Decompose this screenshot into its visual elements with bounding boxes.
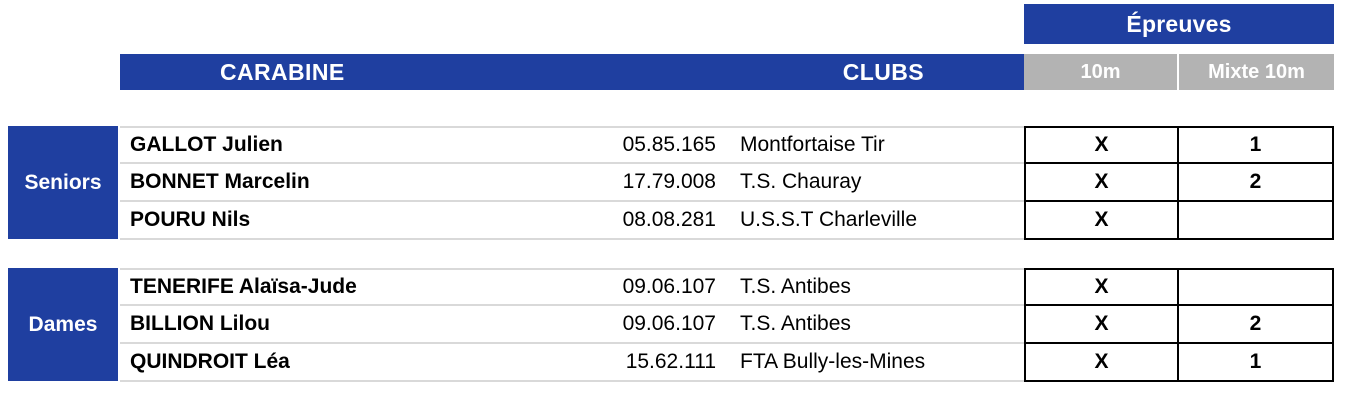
table-row — [120, 126, 1334, 164]
licence-number: 09.06.107 — [440, 268, 730, 306]
licence-number: 05.85.165 — [440, 126, 730, 164]
category-label-seniors — [8, 126, 118, 239]
club-name: U.S.S.T Charleville — [730, 202, 1024, 240]
table-row — [120, 344, 1334, 382]
epreuves-label: Épreuves — [1126, 10, 1232, 37]
category-label-seniors-text: Seniors — [24, 170, 102, 194]
shooter-name: POURU Nils — [120, 202, 440, 240]
column-header-10m — [1024, 54, 1179, 90]
category-label-dames-text: Dames — [28, 312, 98, 336]
event-mixte-10m-cell: 2 — [1179, 306, 1334, 344]
event-10m-cell: X — [1024, 306, 1179, 344]
event-mixte-10m-cell: 1 — [1179, 126, 1334, 164]
discipline-label: CARABINE — [220, 58, 345, 85]
event-10m-cell: X — [1024, 344, 1179, 382]
event-10m-cell: X — [1024, 268, 1179, 306]
licence-number: 17.79.008 — [440, 164, 730, 202]
event-mixte-10m-cell: 1 — [1179, 344, 1334, 382]
discipline-header — [120, 54, 1024, 90]
category-label-dames — [8, 268, 118, 381]
table-row — [120, 268, 1334, 306]
shooter-name: QUINDROIT Léa — [120, 344, 440, 382]
club-name: FTA Bully-les-Mines — [730, 344, 1024, 382]
licence-number: 08.08.281 — [440, 202, 730, 240]
event-10m-cell: X — [1024, 126, 1179, 164]
event-mixte-10m-cell: 2 — [1179, 164, 1334, 202]
shooter-name: BONNET Marcelin — [120, 164, 440, 202]
column-header-mixte-10m-label: Mixte 10m — [1208, 60, 1305, 83]
table-row — [120, 306, 1334, 344]
column-header-10m-label: 10m — [1080, 60, 1121, 83]
event-mixte-10m-cell — [1179, 268, 1334, 306]
event-10m-cell: X — [1024, 164, 1179, 202]
table-row — [120, 202, 1334, 240]
licence-number: 09.06.107 — [440, 306, 730, 344]
shooter-name: GALLOT Julien — [120, 126, 440, 164]
club-name: Montfortaise Tir — [730, 126, 1024, 164]
table-row — [120, 164, 1334, 202]
shooter-name: TENERIFE Alaïsa-Jude — [120, 268, 440, 306]
shooter-name: BILLION Lilou — [120, 306, 440, 344]
epreuves-header — [1024, 4, 1334, 44]
club-name: T.S. Chauray — [730, 164, 1024, 202]
club-name: T.S. Antibes — [730, 306, 1024, 344]
licence-number: 15.62.111 — [440, 344, 730, 382]
club-name: T.S. Antibes — [730, 268, 1024, 306]
column-header-mixte-10m — [1179, 54, 1334, 90]
event-10m-cell: X — [1024, 202, 1179, 240]
clubs-label: CLUBS — [842, 58, 924, 85]
event-mixte-10m-cell — [1179, 202, 1334, 240]
